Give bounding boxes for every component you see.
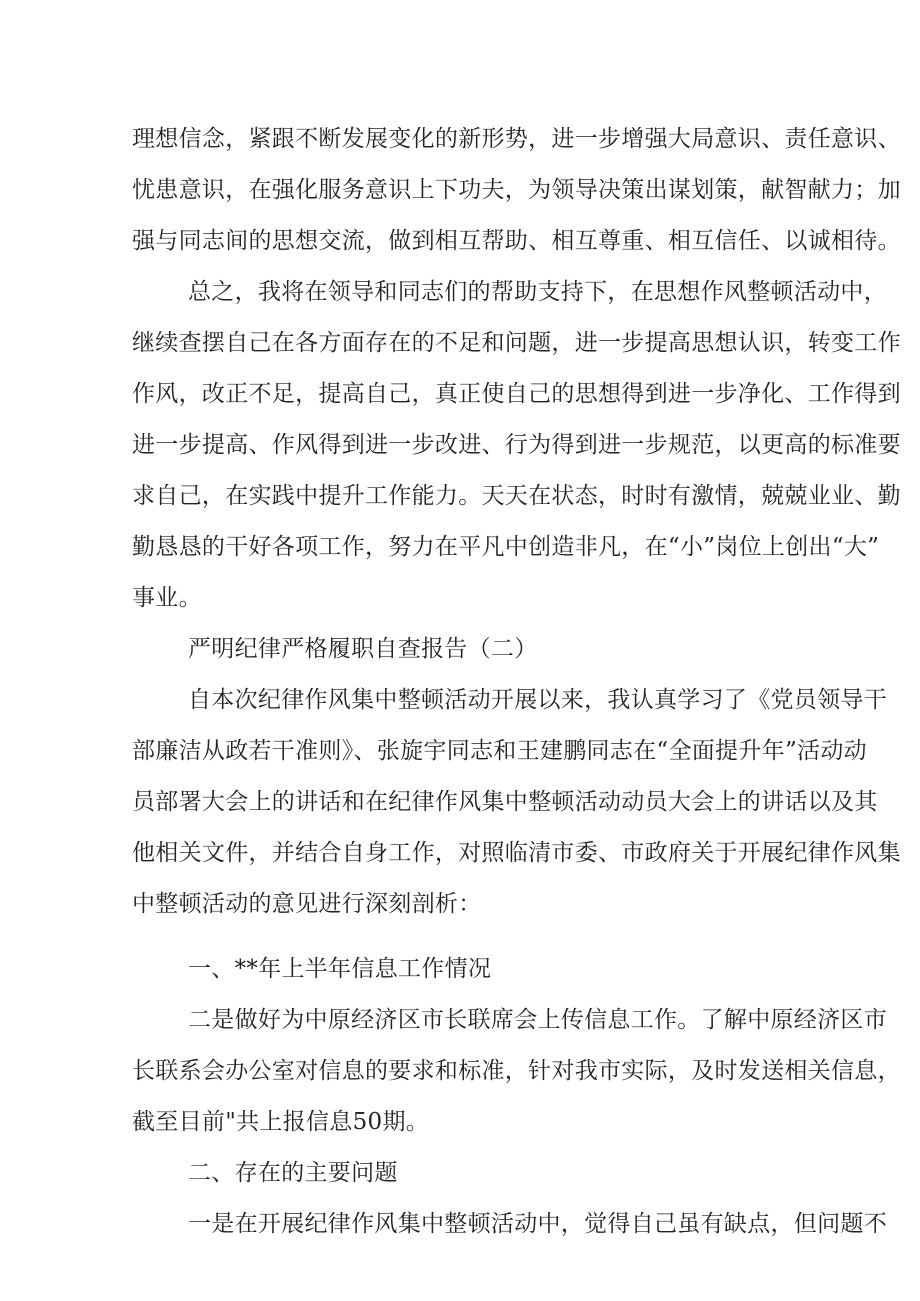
- paragraph-line: 总之，我将在领导和同志们的帮助支持下，在思想作风整顿活动中，: [188, 279, 887, 305]
- paragraph-line: 理想信念，紧跟不断发展变化的新形势，进一步增强大局意识、责任意识、: [132, 126, 901, 152]
- paragraph-line: 事业。: [132, 585, 202, 611]
- paragraph-line: 求自己，在实践中提升工作能力。天天在状态，时时有激情，兢兢业业、勤: [132, 483, 901, 509]
- paragraph-line: 进一步提高、作风得到进一步改进、行为得到进一步规范，以更高的标准要: [132, 432, 901, 458]
- section-heading: 二、存在的主要问题: [188, 1160, 398, 1186]
- paragraph-line: 截至目前"共上报信息50期。: [132, 1109, 430, 1135]
- paragraph-line: 忧患意识，在强化服务意识上下功夫，为领导决策出谋划策，献智献力；加: [132, 177, 901, 203]
- paragraph-line: 员部署大会上的讲话和在纪律作风集中整顿活动动员大会上的讲话以及其: [132, 789, 878, 815]
- paragraph-line: 二是做好为中原经济区市长联席会上传信息工作。了解中原经济区市: [188, 1007, 887, 1033]
- paragraph-line: 自本次纪律作风集中整顿活动开展以来，我认真学习了《党员领导干: [188, 687, 887, 713]
- paragraph-line: 继续查摆自己在各方面存在的不足和问题，进一步提高思想认识，转变工作: [132, 330, 901, 356]
- paragraph-line: 他相关文件，并结合自身工作，对照临清市委、市政府关于开展纪律作风集: [132, 840, 901, 866]
- paragraph-line: 一是在开展纪律作风集中整顿活动中，觉得自己虽有缺点，但问题不: [188, 1211, 887, 1237]
- paragraph-line: 勤恳恳的干好各项工作，努力在平凡中创造非凡，在“小”岗位上创出“大”: [132, 534, 880, 560]
- paragraph-line: 作风，改正不足，提高自己，真正使自己的思想得到进一步净化、工作得到: [132, 381, 901, 407]
- paragraph-line: 中整顿活动的意见进行深刻剖析：: [132, 891, 482, 917]
- paragraph-line: 部廉洁从政若干准则》、张旋宇同志和王建鹏同志在“全面提升年”活动动: [132, 738, 867, 764]
- paragraph-line: 长联系会办公室对信息的要求和标准，针对我市实际，及时发送相关信息，: [132, 1058, 901, 1084]
- paragraph-line: 强与同志间的思想交流，做到相互帮助、相互尊重、相互信任、以诚相待。: [132, 228, 901, 254]
- section-title: 严明纪律严格履职自查报告（二）: [188, 636, 538, 662]
- section-heading: 一、**年上半年信息工作情况: [188, 956, 492, 982]
